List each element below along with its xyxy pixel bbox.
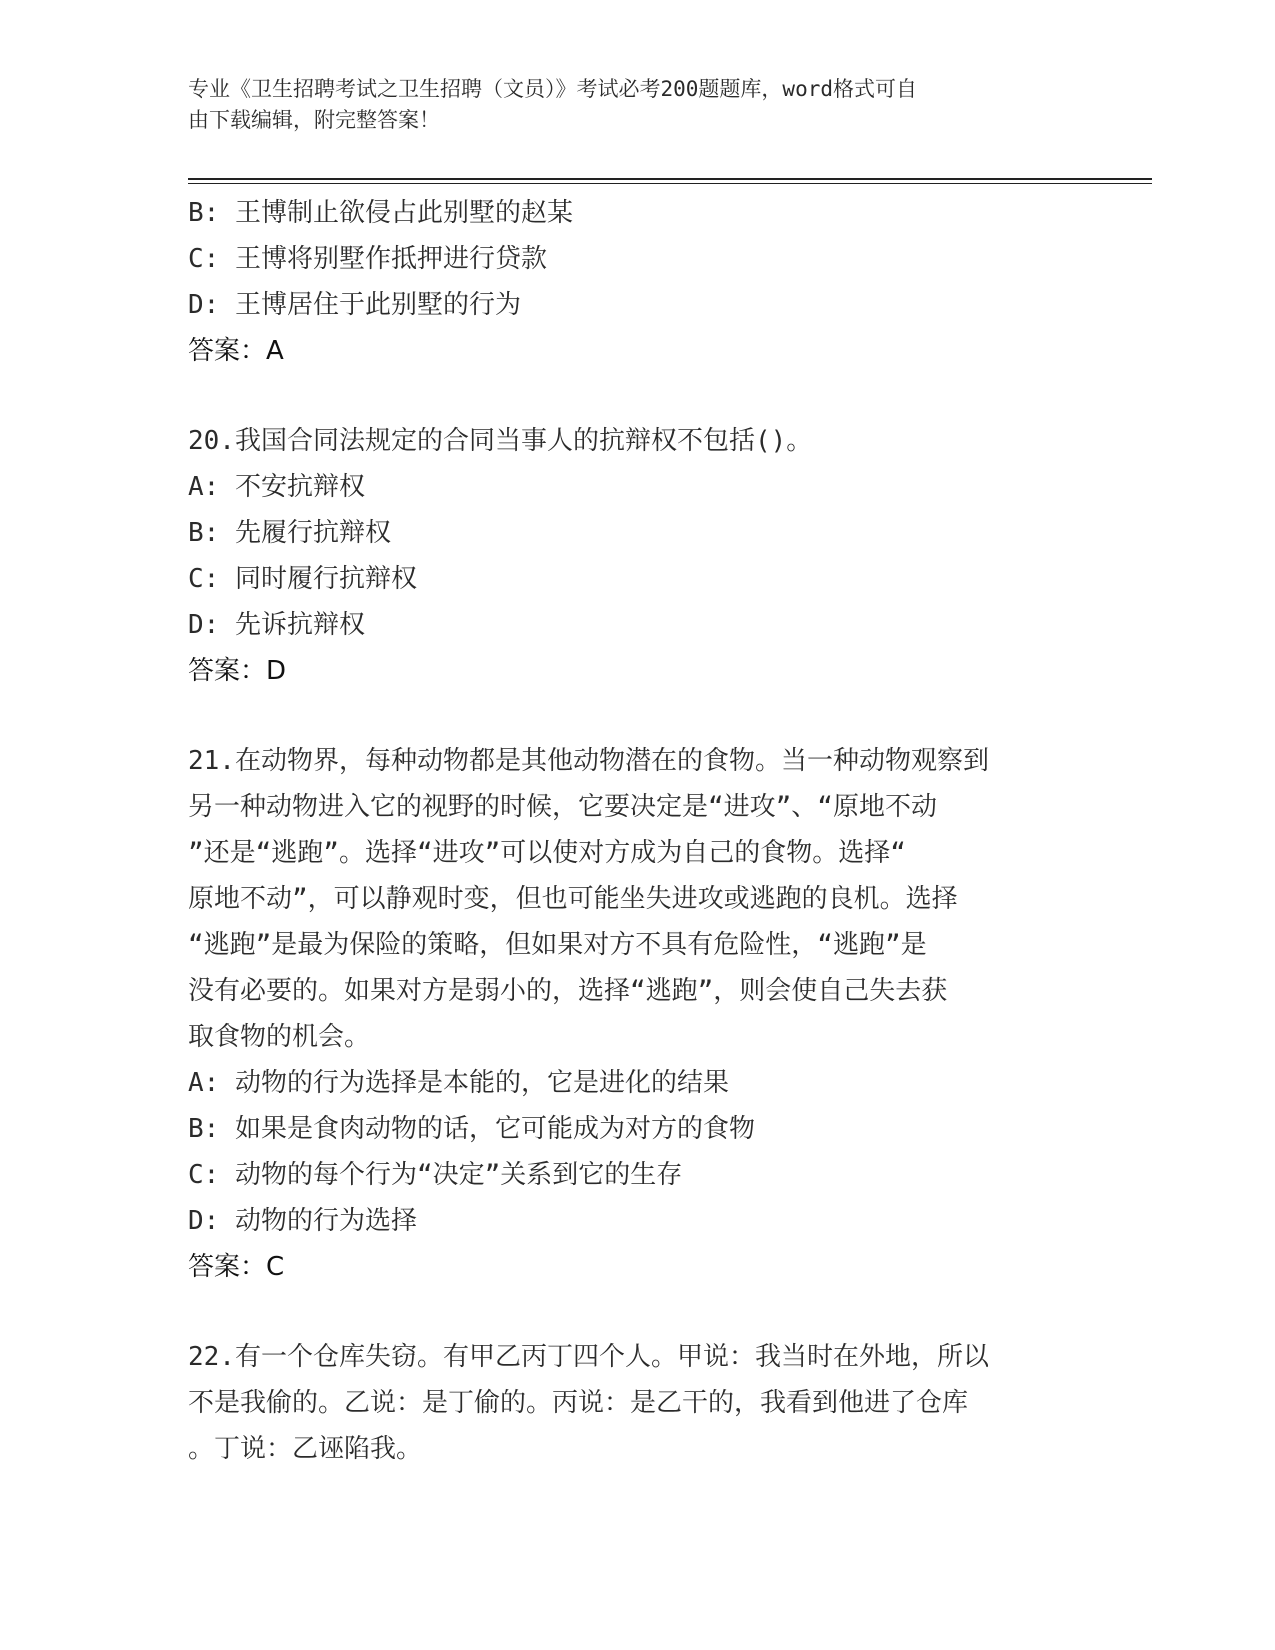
header-divider-thin [188, 183, 1152, 184]
option-d: D: 王博居住于此别墅的行为 [188, 290, 521, 320]
header-line-2: 由下载编辑，附完整答案！ [188, 108, 440, 132]
question-stem-line: 取食物的机会。 [188, 1022, 371, 1052]
option-b: B: 如果是食肉动物的话，它可能成为对方的食物 [188, 1114, 755, 1144]
question-19 [188, 190, 1088, 374]
option-c: C: 同时履行抗辩权 [188, 564, 417, 594]
option-d: D: 先诉抗辩权 [188, 610, 365, 640]
option-a: A: 不安抗辩权 [188, 472, 365, 502]
header-line-1: 专业《卫生招聘考试之卫生招聘（文员）》考试必考200题题库，word格式可自 [188, 77, 917, 101]
question-stem-line: 没有必要的。如果对方是弱小的，选择“逃跑”，则会使自己失去获 [188, 976, 948, 1006]
question-list [188, 190, 1088, 1472]
question-stem-line: 21.在动物界，每种动物都是其他动物潜在的食物。当一种动物观察到 [188, 746, 989, 776]
question-stem-line: 。丁说：乙诬陷我。 [188, 1434, 423, 1464]
option-d: D: 动物的行为选择 [188, 1206, 417, 1236]
question-20 [188, 418, 1088, 694]
answer: 答案：D [188, 656, 287, 686]
document-header [188, 74, 1068, 136]
answer: 答案：C [188, 1252, 285, 1282]
header-divider-thick [188, 178, 1152, 180]
question-stem: 20.我国合同法规定的合同当事人的抗辩权不包括()。 [188, 426, 813, 456]
question-stem-line: “逃跑”是最为保险的策略，但如果对方不具有危险性，“逃跑”是 [188, 930, 927, 960]
question-stem-line: 另一种动物进入它的视野的时候，它要决定是“进攻”、“原地不动 [188, 792, 937, 822]
question-21 [188, 738, 1088, 1290]
question-22 [188, 1334, 1088, 1472]
question-stem-line: 22.有一个仓库失窃。有甲乙丙丁四个人。甲说：我当时在外地，所以 [188, 1342, 989, 1372]
option-b: B: 王博制止欲侵占此别墅的赵某 [188, 198, 573, 228]
answer: 答案：A [188, 336, 284, 366]
option-c: C: 王博将别墅作抵押进行贷款 [188, 244, 547, 274]
option-c: C: 动物的每个行为“决定”关系到它的生存 [188, 1160, 683, 1190]
question-stem-line: 不是我偷的。乙说：是丁偷的。丙说：是乙干的，我看到他进了仓库 [188, 1388, 969, 1418]
question-stem-line: ”还是“逃跑”。选择“进攻”可以使对方成为自己的食物。选择“ [188, 838, 906, 868]
question-stem-line: 原地不动”，可以静观时变，但也可能坐失进攻或逃跑的良机。选择 [188, 884, 958, 914]
option-b: B: 先履行抗辩权 [188, 518, 391, 548]
option-a: A: 动物的行为选择是本能的，它是进化的结果 [188, 1068, 729, 1098]
